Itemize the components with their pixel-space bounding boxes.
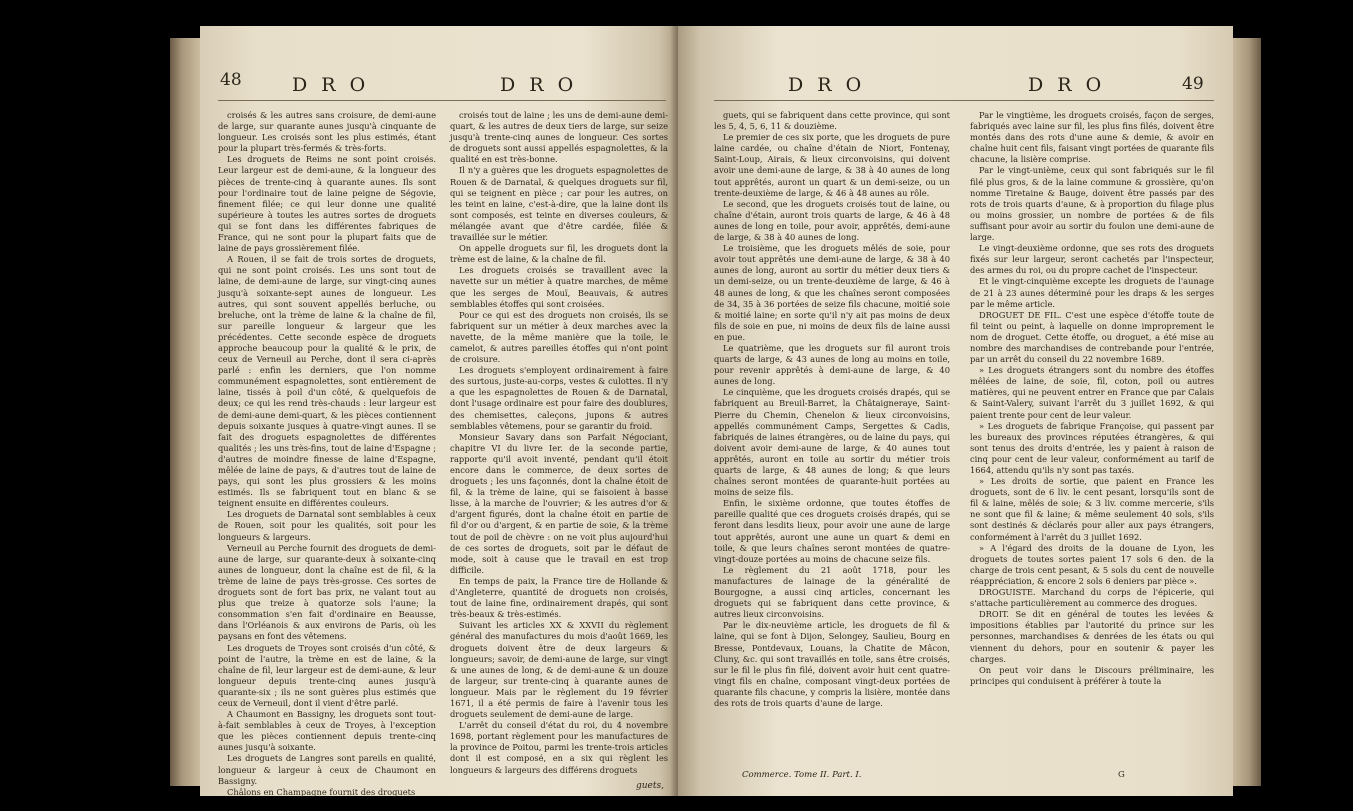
right-page-number: 49 (1182, 74, 1204, 94)
right-header-rule (714, 100, 1214, 101)
left-catchword: guets, (636, 781, 664, 791)
paragraph: Les droguets de Reims ne sont point croisés. Leur largeur est de demi-aune, & la longueur des pièces de trente-cinq à quarante aunes. Ils sont pour l'ordinaire tout de laine peigne de Ségovie, finement filée; ce qui leur donne une qualité supérieure à toutes les autres sortes de droguets qui se font dans les différentes fabriques de France, qui ne sont pour la plupart faits que de laine de pays grossièrement filée. (218, 154, 436, 254)
paragraph: Le second, que les droguets croisés tout de laine, ou chaîne d'étain, auront trois quarts de large, & 46 à 48 aunes de long en toile, pour avoir, apprêtés, demi-aune de large, & 38 à 40 aunes de long. (714, 198, 950, 243)
paragraph: Pour ce qui est des droguets non croisés, ils se fabriquent sur un métier à deux marches avec la navette, de la même manière que la toile, le camelot, & autres pareilles étoffes qui n'ont point de croisure. (450, 309, 668, 365)
paragraph: Suivant les articles XX & XXVII du règlement général des manufactures du mois d'août 1669, les droguets doivent être de deux largeurs & longueurs; savoir, de demi-aune de large, sur vingt & une aunes de long, & de demi-aune & un douze de largeur, sur trente-cinq à quarante aunes de longueur. Mais par le règlement du 19 février 1671, il a été permis de faire à l'avenir tous les droguets seulement de demi-aune de large. (450, 620, 668, 720)
paragraph: Les droguets de Darnatal sont semblables à ceux de Rouen, soit pour les qualités, soit pour les longueurs & largeurs. (218, 509, 436, 542)
left-page-edges (170, 38, 200, 786)
paragraph: » Les droguets étrangers sont du nombre des étoffes mêlées de laine, de soie, fil, coton, poil ou autres matières, qui ne peuvent entrer en France que par Calais & Saint-Valery, suivant l'arrêt du 3 juillet 1692, & qui paient trente pour cent de leur valeur. (970, 365, 1214, 420)
left-page (200, 26, 678, 796)
left-column-2 (450, 110, 668, 780)
paragraph: Par le dix-neuvième article, les droguets de fil & laine, qui se font à Dijon, Selongey, Saulieu, Bourg en Bresse, Pontdevaux, Louans, la Chatite de Mâcon, Cluny, &c. qui sont travaillés en toile, sans être croisés, sur le fil le plus fin filé, doivent avoir huit cent quatre-vingt fils en chaîne, composant vingt-deux portées de quarante fils chacune, y compris la lisière, montée dans des rots de trois quarts d'aune de large. (714, 620, 950, 708)
paragraph: Les droguets de Troyes sont croisés d'un côté, & point de l'autre, la trème en est de laine, & la chaîne de fil, leur largeur est de demi-aune, & leur longueur depuis trente-cinq aunes jusqu'à quarante-six ; ils ne sont guères plus estimés que ceux de Verneuil, dont il vient d'être parlé. (218, 642, 436, 708)
paragraph: A Rouen, il se fait de trois sortes de droguets, qui ne sont point croisés. Les uns sont tout de laine, de demi-aune de large, sur vingt-cinq aunes jusqu'à soixante-sept aunes de longueur. Les autres, qui sont souvent appellés berluche, ou breluche, ont la trème de laine & la chaîne de fil, sur pareille longueur & largeur que les précédentes. Cette seconde espèce de droguets approche beaucoup pour la qualité & le prix, de ceux de Verneuil au Perche, dont il sera ci-après parlé : enfin les derniers, que l'on nomme communément espagnolettes, sont entièrement de laine, tissés à poil d'un côté, & quelquefois de deux; ce qui les rend très-chauds : leur largeur est de demi-aune demi-quart, & les pièces contiennent depuis soixante jusques à quatre-vingt aunes. Il se fait des droguets espagnolettes de différentes qualités ; les uns très-fins, tout de laine d'Espagne ; d'autres de moindre finesse de laine d'Espagne, mêlée de laine de pays, & d'autres tout de laine de pays, qui sont les plus grossiers & les moins estimés. Ils se fabriquent tout en blanc & se teignent ensuite en différentes couleurs. (218, 254, 437, 509)
signature-letter: G (1118, 770, 1125, 780)
paragraph: Verneuil au Perche fournit des droguets de demi-aune de large, sur quarante-deux à soixante-cinq aunes de longueur, dont la chaîne est de fil, & la trème de laine de pays très-grosse. Ces sortes de droguets sont de fort bas prix, ne valant tout au plus que treize à quatorze sols l'aune; la consommation s'en fait d'ordinaire en Beausse, dans l'Orléanois & aux environs de Paris, où les paysans en font des vêtemens. (218, 542, 436, 642)
paragraph: L'arrêt du conseil d'état du roi, du 4 novembre 1698, portant règlement pour les manufactures de la province de Poitou, parmi les trente-trois articles dont il est composé, en a six qui règlent les longueurs & largeurs des différens droguets (450, 720, 668, 775)
paragraph: » Les droits de sortie, que paient en France les droguets, sont de 6 liv. le cent pesant, lorsqu'ils sont de fil & laine, mêlés de soie; & 3 liv. comme mercerie, s'ils ne sont que fil & laine; & même seulement 40 sols, s'ils sont destinés & déclarés pour aller aux pays étrangers, conformément à l'arrêt du 3 juillet 1692. (970, 476, 1214, 542)
right-running-head-left: D R O (788, 74, 866, 96)
paragraph: Enfin, le sixième ordonne, que toutes étoffes de pareille qualité que ces droguets croisés drapés, qui se feront dans lesdits lieux, pour avoir une aune de large tout apprêtés, auront une aune un quart & demi en toile, & que leurs chaînes seront montées de quatre-vingt-douze portées au moins de chacune seize fils. (714, 498, 950, 564)
paragraph: » A l'égard des droits de la douane de Lyon, les droguets de toutes sortes paient 17 sols 6 den. de la charge de trois cent pesant, & 5 sols du cent de nouvelle réappréciation, & encore 2 sols 6 deniers par pièce ». (970, 542, 1214, 586)
paragraph: Les droguets de Langres sont pareils en qualité, longueur & largeur à ceux de Chaumont en Bassigny. (218, 753, 436, 786)
paragraph: DROIT. Se dit en général de toutes les levées & impositions établies par l'autorité du prince sur les personnes, marchandises & denrées de les états ou qui viennent du dehors, pour en soutenir & payer les charges. (970, 609, 1214, 664)
left-header-rule (218, 100, 666, 101)
left-running-head-right: D R O (500, 74, 578, 96)
paragraph: Les droguets croisés se travaillent avec la navette sur un métier à quatre marches, de même que les serges de Mouï, Beauvais, & autres semblables étoffes qui sont croisées. (450, 265, 668, 309)
paragraph: Châlons en Champagne fournit des droguets (227, 786, 416, 797)
paragraph: croisés tout de laine ; les uns de demi-aune demi-quart, & les autres de deux tiers de large, sur seize jusqu'à trente-cinq aunes de longueur. Ces sortes de droguets sont aussi appellés espagnolettes, & la qualité en est très-bonne. (450, 110, 668, 165)
paragraph: Le règlement du 21 août 1718, pour les manufactures de lainage de la généralité de Bourgogne, a aussi cinq articles, concernant les droguets qui se fabriquent dans cette province, & autres lieux circonvoisins. (714, 564, 950, 620)
paragraph: croisés & les autres sans croisure, de demi-aune de large, sur quarante aunes jusqu'à cinquante de longueur. Les croisés sont les plus estimés, étant pour la plupart très-fermés & très-forts. (218, 110, 436, 154)
right-running-head-right: D R O (1028, 74, 1106, 96)
paragraph: Par le vingtième, les droguets croisés, façon de serges, fabriqués avec laine sur fil, les plus fins filés, doivent être montés dans des rots d'une aune & demie, & avoir en chaîne huit cent fils, faisant vingt portées de quarante fils chacune, la lisière comprise. (970, 110, 1214, 165)
paragraph: Et le vingt-cinquième excepte les droguets de l'aunage de 21 à 23 aunes déterminé pour les draps & les serges par le même article. (970, 276, 1214, 309)
paragraph: guets, qui se fabriquent dans cette province, qui sont les 5, 4, 5, 6, 11 & douzième. (714, 110, 950, 132)
signature-line: Commerce. Tome II. Part. I. (742, 770, 862, 780)
paragraph: DROGUET DE FIL. C'est une espèce d'étoffe toute de fil teint ou peint, à laquelle on donne improprement le nom de droguet. Cette étoffe, ou droguet, a été mise au nombre des marchandises de contrebande pour l'entrée, par un arrêt du conseil du 22 novembre 1689. (970, 309, 1214, 365)
paragraph: Le premier de ces six porte, que les droguets de pure laine cardée, ou chaîne d'étain de Niort, Fontenay, Saint-Loup, Airais, & lieux circonvoisins, qui doivent avoir une demi-aune de large, & 38 à 40 aunes de long tout apprêtés, auront un quart & un demi-seize, ou un trente-deuxième de large, & 46 à 48 aunes au rôle. (714, 132, 950, 198)
paragraph: Les droguets s'employent ordinairement à faire des surtous, juste-au-corps, vestes & culottes. Il n'y a que les espagnolettes de Rouen & de Darnatal, dont l'usage ordinaire est pour faire des doublures, des chemisettes, caleçons, jupons & autres semblables vêtemens, pour se garantir du froid. (450, 365, 668, 431)
right-column-1 (714, 110, 950, 758)
left-page-number: 48 (220, 70, 242, 90)
right-page-edges (1231, 38, 1261, 786)
paragraph: Le cinquième, que les droguets croisés drapés, qui se fabriquent au Breuil-Barret, la Châtaigneraye, Saint-Pierre du Chemin, Chenelon & lieux circonvoisins, appellés communément Camps, Sergettes & Cadis, fabriqués de laines étrangères, ou de laine du pays, qui doivent avoir demi-aune de large, & 40 aunes tout apprêtés, auront en toile au sortir du métier trois quarts de large, & 48 aunes de long; & que leurs chaînes seront montées de quarante-huit portées au moins de seize fils. (714, 387, 950, 498)
paragraph: On peut voir dans le Discours préliminaire, les principes qui conduisent à préférer à toute la (970, 664, 1214, 686)
right-page (678, 26, 1233, 796)
paragraph: On appelle droguets sur fil, les droguets dont la trème est de laine, & la chaîne de fil. (450, 243, 668, 265)
paragraph: Le troisième, que les droguets mêlés de soie, pour avoir tout apprêtés une demi-aune de large, & 38 à 40 aunes de long, auront au sortir du métier deux tiers & un demi-seize, ou un trente-deuxième de large, & 46 à 48 aunes de long, & que les chaînes seront composées de 34, 35 à 36 portées de seize fils chacune, moitié soie & moitié laine; en sorte qu'il n'y ait pas moins de deux fils de soie en pue, ni moins de deux fils de laine aussi en pue. (714, 243, 950, 342)
paragraph: » Les droguets de fabrique Françoise, qui passent par les bureaux des provinces réputées étrangères, & qui sont tenus des droits d'entrée, les y paient à raison de cinq pour cent de leur valeur, conformément au tarif de 1664, attendu qu'ils n'y sont pas taxés. (970, 420, 1214, 475)
paragraph: En temps de paix, la France tire de Hollande & d'Angleterre, quantité de droguets non croisés, tout de laine fine, ordinairement drapés, qui sont très-beaux & très-estimés. (450, 575, 668, 620)
right-column-2 (970, 110, 1214, 780)
left-running-head-left: D R O (292, 74, 370, 96)
paragraph: Le quatrième, que les droguets sur fil auront trois quarts de large, & 43 aunes de long au moins en toile, pour revenir apprêtés à demi-aune de large, & 40 aunes de long. (714, 342, 950, 387)
paragraph: Par le vingt-unième, ceux qui sont fabriqués sur le fil filé plus gros, & de la laine commune & grossière, qu'on nomme Tiretaine & Bauge, doivent être passés par des rots de trois quarts d'aune, & à proportion du filage plus ou moins grossier, un nombre de portées & de fils suffisant pour avoir au sortir du foulon une demi-aune de large. (970, 165, 1214, 243)
paragraph: Le vingt-deuxième ordonne, que ses rots des droguets fixés sur leur largeur, seront cachetés par l'inspecteur, des armes du roi, ou du propre cachet de l'inspecteur. (970, 243, 1214, 276)
paragraph: Il n'y a guères que les droguets espagnolettes de Rouen & de Darnatal, & quelques droguets sur fil, qui se teignent en pièce ; car pour les autres, on les teint en laine, c'est-à-dire, que la laine dont ils sont composés, est teinte en diverses couleurs, & mélangée avant que d'être cardée, filée & travaillée sur le métier. (450, 165, 668, 243)
paragraph: DROGUISTE. Marchand du corps de l'épicerie, qui s'attache particulièrement au commerce des drogues. (970, 587, 1214, 609)
paragraph: Monsieur Savary dans son Parfait Négociant, chapitre VI du livre Ier. de la seconde partie, rapporte qu'il avoit inventé, pendant qu'il étoit encore dans le commerce, de deux sortes de droguets ; les uns façonnés, dont la chaîne étoit de fil, & la trème de laine, qui se faisoient à basse lisse, à la marche de l'ouvrier; & les autres d'or & d'argent figurés, dont la chaîne étoit en partie de fil d'or ou d'argent, & en partie de soie, & la trème tout de poil de chèvre : on ne voit plus aujourd'hui de ces sortes de droguets, soit par le défaut de mode, soit à cause que le travail en est trop difficile. (450, 431, 668, 575)
left-column-1 (218, 110, 437, 797)
paragraph: A Chaumont en Bassigny, les droguets sont tout-à-fait semblables à ceux de Troyes, à l'exception que les pièces contiennent depuis trente-cinq aunes jusqu'à soixante. (218, 709, 436, 753)
